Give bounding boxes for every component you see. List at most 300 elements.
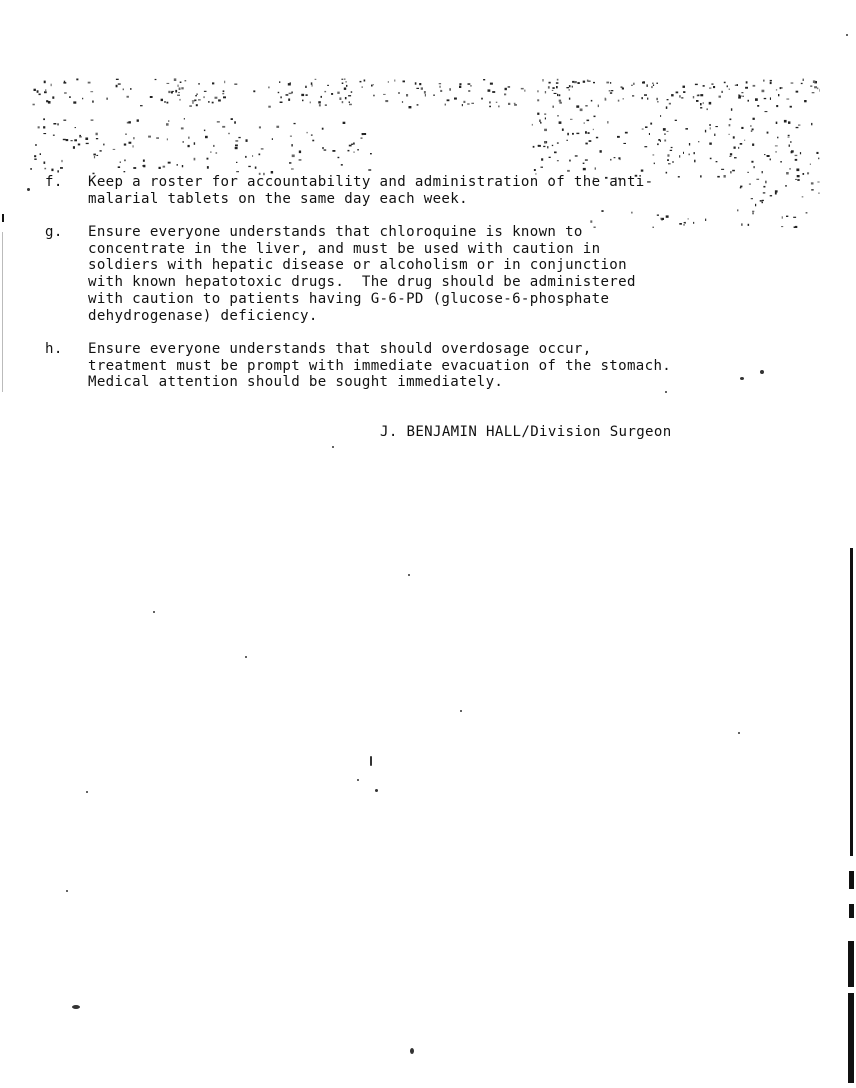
- noise-speck: [129, 142, 132, 144]
- noise-speck: [61, 160, 62, 162]
- noise-speck: [419, 83, 421, 85]
- noise-speck: [698, 141, 699, 142]
- noise-speck: [207, 158, 209, 160]
- noise-speck: [743, 96, 744, 97]
- noise-speck: [795, 226, 797, 228]
- noise-speck: [288, 99, 290, 101]
- noise-speck: [748, 100, 750, 102]
- noise-speck: [810, 85, 812, 87]
- item-body: [88, 341, 785, 391]
- noise-speck: [817, 88, 818, 90]
- noise-speck: [715, 126, 718, 127]
- noise-speck: [471, 103, 474, 104]
- noise-speck: [362, 133, 364, 135]
- noise-speck: [813, 80, 816, 83]
- noise-speck: [716, 161, 718, 162]
- noise-speck: [445, 104, 446, 106]
- noise-speck: [156, 138, 159, 139]
- noise-speck: [549, 82, 551, 84]
- noise-speck: [621, 87, 623, 88]
- noise-speck: [137, 119, 139, 121]
- scan-edge-mark: [849, 871, 854, 889]
- noise-speck: [623, 98, 625, 99]
- noise-speck: [196, 94, 198, 95]
- noise-speck: [349, 104, 352, 106]
- noise-speck: [631, 212, 632, 214]
- noise-speck: [727, 85, 728, 87]
- noise-speck: [818, 193, 819, 194]
- noise-speck: [633, 83, 635, 85]
- noise-speck: [57, 123, 59, 125]
- noise-speck: [703, 102, 704, 104]
- item-marker: g.: [45, 224, 63, 240]
- noise-speck: [695, 84, 698, 85]
- noise-speck: [35, 144, 37, 146]
- noise-speck: [373, 95, 374, 97]
- noise-speck: [498, 106, 500, 108]
- noise-speck: [125, 134, 126, 135]
- noise-speck: [585, 143, 587, 145]
- noise-speck: [576, 133, 579, 134]
- noise-speck: [661, 219, 663, 221]
- noise-speck: [245, 156, 247, 158]
- scan-edge-mark: [849, 904, 854, 918]
- noise-speck: [618, 100, 620, 102]
- noise-speck: [179, 99, 180, 101]
- noise-speck: [798, 125, 800, 126]
- noise-speck: [39, 94, 41, 96]
- noise-speck: [610, 82, 611, 84]
- item-line: Medical attention should be sought immediately.: [88, 374, 504, 391]
- noise-speck: [44, 81, 46, 84]
- noise-speck: [672, 161, 673, 163]
- noise-speck: [689, 154, 690, 156]
- noise-speck: [710, 127, 711, 129]
- noise-speck: [327, 85, 329, 86]
- noise-speck: [43, 133, 46, 134]
- noise-speck: [204, 91, 207, 92]
- noise-speck: [667, 131, 669, 132]
- noise-speck: [66, 139, 69, 141]
- noise-speck: [745, 87, 748, 89]
- noise-speck: [765, 111, 768, 112]
- noise-speck: [744, 140, 745, 141]
- noise-speck: [660, 218, 661, 220]
- noise-speck: [184, 118, 185, 119]
- noise-speck: [213, 145, 215, 147]
- noise-speck: [811, 123, 812, 125]
- noise-speck: [781, 87, 783, 88]
- noise-speck: [175, 90, 177, 93]
- noise-speck: [713, 86, 715, 88]
- noise-speck: [641, 97, 643, 99]
- noise-speck: [198, 99, 201, 100]
- noise-speck: [664, 133, 665, 135]
- noise-speck: [569, 89, 570, 90]
- noise-speck: [641, 170, 644, 172]
- noise-speck: [548, 86, 550, 88]
- noise-speck: [321, 96, 323, 98]
- noise-speck: [700, 107, 702, 108]
- noise-speck: [569, 85, 571, 87]
- noise-speck: [584, 123, 586, 124]
- noise-speck: [685, 128, 688, 130]
- noise-speck: [205, 136, 208, 138]
- noise-speck: [360, 81, 362, 83]
- noise-speck: [664, 140, 666, 142]
- list-item-h: [45, 341, 785, 391]
- noise-speck: [44, 168, 46, 170]
- noise-speck: [508, 86, 511, 87]
- noise-speck: [103, 144, 104, 146]
- noise-speck: [591, 100, 593, 102]
- noise-speck: [654, 163, 655, 165]
- noise-speck: [566, 87, 569, 88]
- noise-speck: [385, 100, 388, 102]
- noise-speck: [553, 106, 554, 108]
- list-item-g: [45, 224, 785, 324]
- noise-speck: [268, 87, 269, 89]
- noise-speck: [557, 142, 559, 143]
- noise-speck: [746, 81, 748, 83]
- noise-speck: [594, 116, 596, 118]
- noise-speck: [302, 100, 304, 102]
- noise-speck: [791, 82, 794, 83]
- noise-speck: [660, 115, 661, 117]
- noise-speck: [666, 215, 669, 217]
- noise-speck: [576, 105, 579, 107]
- noise-speck: [790, 141, 791, 143]
- noise-speck: [159, 167, 161, 169]
- noise-speck: [700, 94, 703, 96]
- noise-speck: [790, 106, 792, 108]
- noise-speck: [94, 156, 95, 158]
- noise-speck: [796, 169, 799, 172]
- noise-speck: [454, 98, 457, 100]
- scan-speck: [370, 756, 372, 766]
- noise-speck: [721, 169, 724, 170]
- noise-speck: [278, 92, 280, 93]
- noise-speck: [276, 126, 279, 128]
- noise-speck: [644, 94, 647, 96]
- noise-speck: [177, 164, 179, 165]
- noise-speck: [163, 166, 166, 168]
- noise-speck: [776, 105, 778, 107]
- noise-speck: [696, 100, 699, 102]
- noise-speck: [754, 166, 755, 168]
- noise-speck: [593, 82, 595, 83]
- noise-speck: [812, 92, 815, 93]
- scan-speck: [740, 377, 744, 380]
- noise-speck: [786, 99, 789, 100]
- noise-speck: [349, 102, 350, 103]
- noise-speck: [786, 172, 789, 175]
- noise-speck: [183, 141, 184, 143]
- noise-speck: [447, 99, 450, 101]
- noise-speck: [424, 91, 426, 94]
- noise-speck: [248, 166, 251, 167]
- noise-speck: [585, 131, 587, 134]
- noise-speck: [660, 140, 661, 142]
- scan-speck: [665, 391, 667, 393]
- noise-speck: [543, 146, 545, 147]
- noise-speck: [679, 95, 680, 97]
- noise-speck: [53, 123, 56, 125]
- noise-speck: [182, 165, 183, 167]
- noise-speck: [78, 144, 80, 146]
- noise-speck: [569, 98, 570, 100]
- noise-speck: [128, 121, 131, 123]
- noise-speck: [733, 136, 735, 138]
- noise-speck: [710, 158, 712, 160]
- noise-speck: [368, 169, 371, 170]
- noise-speck: [705, 219, 706, 221]
- noise-speck: [189, 106, 192, 107]
- noise-speck: [196, 104, 198, 106]
- noise-speck: [537, 99, 539, 101]
- noise-speck: [607, 121, 608, 123]
- noise-speck: [44, 91, 47, 93]
- noise-speck: [403, 81, 406, 83]
- noise-speck: [782, 216, 783, 218]
- noise-speck: [587, 80, 589, 82]
- noise-speck: [75, 127, 76, 128]
- noise-speck: [533, 146, 535, 148]
- noise-speck: [552, 90, 554, 91]
- noise-speck: [388, 81, 389, 83]
- list-item-f: [45, 174, 785, 207]
- noise-speck: [583, 81, 585, 83]
- noise-speck: [223, 90, 225, 92]
- noise-speck: [371, 85, 373, 87]
- noise-speck: [188, 145, 190, 147]
- noise-speck: [811, 189, 814, 190]
- noise-speck: [409, 106, 412, 108]
- noise-speck: [34, 155, 36, 157]
- noise-speck: [707, 108, 708, 110]
- noise-speck: [583, 163, 585, 164]
- noise-speck: [52, 96, 54, 98]
- noise-speck: [763, 80, 765, 82]
- noise-speck: [609, 90, 611, 91]
- noise-speck: [299, 151, 301, 154]
- noise-speck: [177, 95, 180, 97]
- noise-speck: [124, 160, 126, 162]
- item-line: Ensure everyone understands that chloroquine is known to: [88, 224, 583, 240]
- noise-speck: [489, 101, 490, 103]
- noise-speck: [524, 90, 525, 92]
- noise-speck: [817, 182, 819, 183]
- noise-speck: [676, 92, 679, 94]
- noise-speck: [795, 155, 798, 156]
- noise-speck: [724, 82, 726, 84]
- noise-speck: [549, 157, 551, 158]
- noise-speck: [559, 102, 562, 104]
- noise-speck: [96, 138, 98, 139]
- noise-speck: [318, 101, 321, 103]
- noise-speck: [310, 102, 311, 104]
- noise-speck: [762, 90, 765, 93]
- noise-speck: [777, 137, 778, 139]
- noise-speck: [337, 92, 339, 94]
- noise-speck: [43, 118, 45, 120]
- noise-speck: [656, 83, 658, 84]
- scan-edge-mark: [848, 941, 854, 987]
- noise-speck: [261, 148, 264, 149]
- scan-speck: [66, 890, 68, 892]
- noise-speck: [406, 94, 408, 97]
- noise-speck: [88, 82, 91, 84]
- noise-speck: [711, 84, 713, 85]
- noise-speck: [332, 150, 335, 152]
- noise-speck: [803, 79, 805, 81]
- noise-speck: [683, 91, 685, 93]
- noise-speck: [601, 210, 603, 212]
- noise-speck: [542, 79, 543, 82]
- noise-speck: [585, 105, 587, 106]
- noise-speck: [732, 170, 735, 172]
- noise-speck: [797, 175, 800, 177]
- noise-speck: [729, 156, 731, 157]
- noise-speck: [124, 171, 126, 172]
- noise-speck: [339, 97, 341, 100]
- noise-speck: [625, 132, 628, 134]
- scan-edge-mark: [2, 232, 3, 392]
- noise-speck: [671, 94, 674, 96]
- noise-speck: [272, 138, 273, 140]
- item-line: treatment must be prompt with immediate evacuation of the stomach.: [88, 357, 672, 374]
- noise-speck: [107, 98, 108, 100]
- noise-speck: [786, 216, 788, 217]
- noise-speck: [538, 145, 541, 147]
- noise-speck: [488, 89, 491, 91]
- noise-speck: [344, 88, 346, 90]
- noise-speck: [770, 80, 772, 81]
- noise-speck: [143, 165, 145, 168]
- noise-speck: [463, 101, 465, 103]
- noise-speck: [785, 185, 787, 186]
- noise-speck: [34, 159, 36, 160]
- noise-speck: [150, 96, 153, 98]
- noise-speck: [235, 145, 238, 147]
- noise-speck: [291, 168, 294, 169]
- noise-speck: [342, 101, 344, 103]
- noise-speck: [545, 118, 546, 120]
- noise-speck: [729, 89, 730, 90]
- noise-speck: [299, 159, 302, 160]
- noise-speck: [544, 129, 547, 131]
- noise-speck: [231, 118, 233, 120]
- noise-speck: [750, 126, 752, 127]
- noise-speck: [649, 133, 650, 135]
- noise-speck: [181, 87, 183, 89]
- noise-speck: [85, 138, 88, 141]
- noise-speck: [534, 169, 536, 171]
- noise-speck: [496, 102, 498, 103]
- item-line: soldiers with hepatic disease or alcoholism or in conjunction: [88, 257, 627, 274]
- noise-speck: [69, 96, 71, 98]
- noise-speck: [292, 155, 295, 158]
- noise-speck: [322, 147, 324, 149]
- noise-speck: [171, 91, 174, 92]
- noise-speck: [539, 120, 540, 123]
- noise-speck: [204, 130, 205, 132]
- noise-speck: [289, 162, 291, 164]
- noise-speck: [730, 153, 732, 155]
- noise-speck: [532, 124, 533, 126]
- noise-speck: [185, 80, 187, 81]
- noise-speck: [116, 79, 119, 80]
- noise-speck: [778, 94, 779, 96]
- noise-speck: [188, 137, 189, 139]
- noise-speck: [797, 179, 799, 181]
- noise-speck: [291, 144, 292, 146]
- noise-speck: [679, 155, 680, 157]
- noise-speck: [53, 135, 55, 136]
- noise-speck: [86, 143, 89, 144]
- item-line: malarial tablets on the same day each week.: [88, 190, 468, 207]
- noise-speck: [60, 167, 63, 169]
- noise-speck: [741, 127, 743, 129]
- scan-speck: [846, 34, 848, 36]
- noise-speck: [656, 98, 658, 100]
- noise-speck: [467, 103, 469, 104]
- noise-speck: [394, 80, 395, 82]
- noise-speck: [450, 88, 451, 91]
- noise-speck: [554, 93, 557, 94]
- noise-speck: [194, 142, 195, 145]
- noise-speck: [776, 151, 777, 152]
- noise-speck: [286, 94, 289, 96]
- noise-speck: [698, 95, 700, 96]
- noise-speck: [361, 137, 363, 139]
- noise-speck: [305, 86, 307, 88]
- noise-speck: [589, 140, 592, 142]
- item-line: concentrate in the liver, and must be used with caution in: [88, 240, 601, 257]
- noise-speck: [439, 83, 441, 84]
- noise-speck: [181, 127, 184, 129]
- noise-speck: [788, 135, 790, 136]
- noise-speck: [752, 212, 754, 214]
- noise-speck: [693, 96, 694, 98]
- noise-speck: [398, 92, 400, 94]
- noise-speck: [346, 85, 347, 87]
- noise-speck: [767, 132, 769, 134]
- noise-speck: [747, 172, 748, 173]
- noise-speck: [789, 145, 790, 147]
- noise-speck: [194, 158, 196, 161]
- noise-speck: [670, 150, 672, 151]
- noise-speck: [51, 84, 52, 87]
- noise-speck: [752, 129, 754, 131]
- noise-speck: [415, 82, 417, 84]
- noise-speck: [789, 168, 790, 169]
- noise-speck: [345, 81, 346, 82]
- noise-speck: [127, 96, 129, 98]
- scan-speck: [153, 611, 155, 613]
- noise-speck: [118, 166, 120, 168]
- noise-speck: [667, 154, 669, 156]
- noise-speck: [468, 90, 470, 92]
- noise-speck: [642, 82, 645, 84]
- noise-speck: [784, 120, 787, 123]
- noise-speck: [729, 134, 730, 135]
- noise-speck: [311, 135, 313, 136]
- noise-speck: [644, 146, 647, 147]
- noise-speck: [195, 95, 197, 96]
- noise-speck: [605, 98, 606, 99]
- signature-line: J. BENJAMIN HALL/Division Surgeon: [380, 424, 672, 440]
